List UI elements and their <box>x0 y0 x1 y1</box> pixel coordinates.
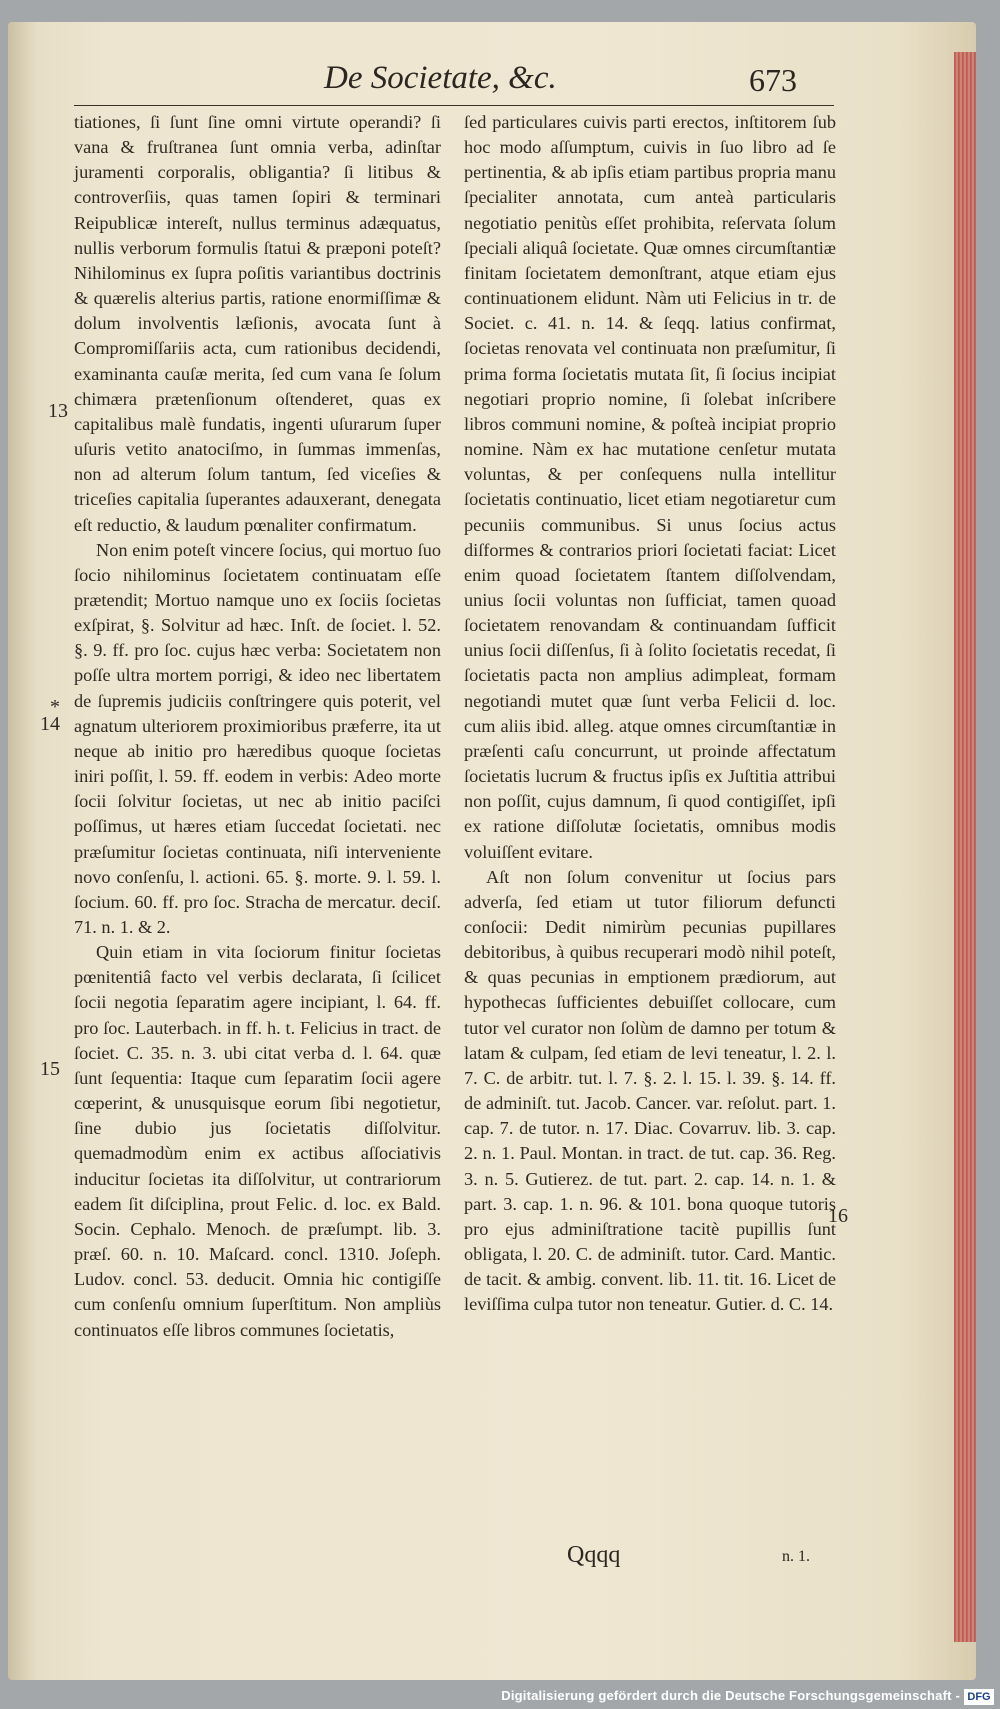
left-paragraph-3: Quin etiam in vita ſociorum finitur ſocietas pœnitentiâ facto vel verbis declarata, ſi ſcilicet ſocii negotia ſeparatim agere incipiant, l. 64. ff. pro ſoc. Lauterbach. in ff. h. t. Felicius in tract. de ſociet. C. 35. n. 3. ubi citat verba d. l. 64. quæ ſunt ſequentia: Itaque cum ſeparatim ſocii agere cœperint, & unusquisque eorum ſibi negotietur, ſine dubio jus ſocietatis diſſolvitur. quemadmodùm enim ex actibus aſſociativis inducitur ſocietas ita diſſolvitur, ut contrariorum eadem ſit diſciplina, prout Felic. d. loc. ex Bald. Socin. Cephalo. Menoch. de præſumpt. lib. 3. præſ. 60. n. 10. Maſcard. concl. 1310. Joſeph. Ludov. concl. 53. deducit. Omnia hic contigiſſe cum conſenſu omnium ſuperſtitum. Non ampliùs continuatos eſſe libros communes ſocietatis, <box>74 942 441 1340</box>
page-header <box>74 60 834 106</box>
left-paragraph-1: tiationes, ſi ſunt ſine omni virtute operandi? ſi vana & fruſtranea ſunt omnia verba, adinſtar juramenti corporalis, obligantia? ſi litibus & controverſiis, quas tamen ſopiri & terminari Reipublicæ intereſt, nullus terminus adæquatus, nullis verborum formulis ſtatui & præponi poteſt? Nihilominus ex ſupra poſitis variantibus doctrinis & quærelis alterius partis, ratione enormiſſimæ & dolum involventis læſionis, avocata ſunt à Compromiſſariis acta, cum rationibus decidendi, examinanta cauſæ merita, ſed cum vana ſe ſolum chimæra prætenſionum oſtenderet, quas ex capitalibus malè fundatis, ingenti uſurarum ſuper uſuris vetito anatociſmo, in ſummas immenſas, non ad alterum ſolum tantum, ſed viceſies & triceſies capitalia ſuperantes adauxerant, denegata eſt reductio, & laudum pœnaliter confirmatum. <box>74 112 441 535</box>
right-paragraph-1: ſed particulares cuivis parti erectos, inſtitorem ſub hoc modo aſſumptum, cuivis in ſuo libro ad ſe pertinentia, & ab ipſis etiam partibus propria manu ſpecialiter annotata, cum anteà particularis negotiatio penitùs eſſet prohibita, reſervata ſolum ſpeciali aliquâ ſocietate. Quæ omnes circumſtantiæ finitam ſocietatem demonſtrant, atque etiam ejus continuationem elidunt. Nàm uti Felicius in tr. de Societ. c. 41. n. 14. & ſeqq. latius confirmat, ſocietas renovata vel continuata non præſumitur, ſi prima forma ſocietatis mutata ſit, ſi ſocius incipiat negotiari proprio nomine, ſi ſolebat inſcribere libros communi nomine, & poſteà incipiat proprio nomine. Nàm ex hac mutatione cenſetur mutata voluntas, & per conſequens nulla intellitur ſocietatis continuatio, licet etiam negotiaretur cum pecuniis communibus. Si unus ſocius actus diſformes & contrarios priori ſocietati faciat: Licet enim quoad ſocietatem ſtantem diſſolvendam, unius ſocii voluntas non ſufficiat, tamen quoad ſocietatem renovandam & continuandam ſufficit unius ſocii diſſenſus, ſi à ſolito ſocietatis recedat, ſi ſocietatis pacta non amplius adimpleat, formam negotiandi mutet quæ ſunt verba Felicii d. loc. cum aliis ibid. alleg. atque omnes circumſtantiæ in præſenti caſu concurrunt, ut proinde affectatum ſocietatis lucrum & fructus ipſis ex Juſtitia attribui non poſſit, cujus damnum, ſi quod contigiſſet, ipſi ex ratione diſſolutæ ſocietatis, omnibus modis voluiſſent evitare. <box>464 112 836 862</box>
margin-number-14: 14 <box>40 713 60 735</box>
right-column <box>464 110 836 1318</box>
page-edge-red <box>954 52 976 1642</box>
catchword: n. 1. <box>782 1548 810 1565</box>
page-number: 673 <box>749 62 797 98</box>
signature-mark: Qqqq <box>567 1542 621 1568</box>
dfg-logo: DFG <box>964 1689 994 1705</box>
left-column <box>74 110 441 1343</box>
right-paragraph-2: Aſt non ſolum convenitur ut ſocius pars adverſa, ſed etiam ut tutor filiorum defuncti conſocii: Dedit nimirùm pecunias pupillares debitoribus, à quibus recuperari modò nihil poteſt, & quas pecunias in emptionem prædiorum, aut hypothecas ſufficientes debuiſſet collocare, cum tutor vel curator non ſolùm de damno per totum & latam & culpam, ſed etiam de levi teneatur, l. 2. l. 7. C. de arbitr. tut. l. 7. §. 2. l. 15. l. 39. §. 14. ff. de adminiſt. tut. Jacob. Cancer. var. reſolut. part. 1. cap. 7. de tutor. n. 17. Diac. Covarruv. lib. 3. cap. 2. n. 1. Paul. Montan. in tract. de tut. cap. 36. Reg. 3. n. 5. Gutierez. de tut. part. 2. cap. 14. n. 1. & part. 3. cap. 1. n. 96. & 101. bona quoque tutoris pro ejus adminiſtratione tacitè pupillis ſunt obligata, l. 20. C. de adminiſt. tutor. Card. Mantic. de tacit. & ambig. convent. lib. 11. tit. 16. Licet de leviſſima culpa tutor non teneatur. Gutier. d. C. 14. <box>464 866 836 1315</box>
margin-number-15: 15 <box>40 1058 60 1080</box>
digitization-credit: Digitalisierung gefördert durch die Deutsche Forschungsgemeinschaft - <box>501 1688 960 1703</box>
margin-number-16: 16 <box>828 1205 848 1227</box>
running-title: De Societate, &c. <box>324 60 557 96</box>
margin-star: * <box>50 696 60 718</box>
left-paragraph-2: Non enim poteſt vincere ſocius, qui mortuo ſuo ſocio nihilominus ſocietatem continuatam eſſe prætendit; Mortuo namque uno ex ſociis ſocietas exſpirat, §. Solvitur ad hæc. Inſt. de ſociet. l. 52. §. 9. ff. pro ſoc. cujus hæc verba: Societatem non poſſe ultra mortem porrigi, & ideo nec libertatem de ſupremis judiciis conſtringere quis poterit, vel agnatum ulteriorem proximioribus præferre, ita ut neque ab initio pro hæredibus quoque ſocietas iniri poſſit, l. 59. ff. eodem in verbis: Adeo morte ſocii ſolvitur ſocietas, ut nec ab initio paciſci poſſimus, ut hæres etiam ſuccedat ſocietati. nec præſumitur ſocietas continuata, niſi interveniente novo conſenſu, l. actioni. 65. §. morte. 9. l. 59. l. ſocium. 60. ff. pro ſoc. Stracha de mercatur. deciſ. 71. n. 1. & 2. <box>74 539 441 937</box>
margin-number-13: 13 <box>48 400 68 422</box>
